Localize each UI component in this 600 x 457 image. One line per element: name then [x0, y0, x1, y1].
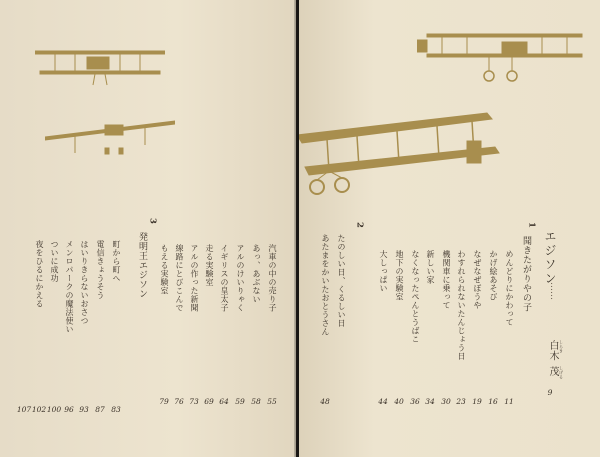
section-1-number: 1 — [526, 222, 537, 229]
toc-entry-title: 大しっぱい — [379, 250, 388, 293]
section-3-heading: 発明王エジソン — [137, 232, 147, 299]
author-ruby: しらき — [559, 340, 564, 354]
toc-entry-title: あたまをかいたおとうさん — [321, 234, 330, 336]
author-name-2-ruby: しげる — [559, 366, 564, 380]
left-page — [0, 0, 296, 457]
toc-entry-page: 58 — [251, 397, 261, 406]
toc-entry-title: メンロパークの魔法使い — [65, 240, 74, 334]
toc-entry-page: 44 — [378, 397, 388, 406]
toc-entry-page: 87 — [95, 405, 105, 414]
toc-entry-page: 48 — [320, 397, 330, 406]
section-1-heading: 聞きたがりやの子 — [521, 236, 531, 312]
toc-entry-page: 76 — [174, 397, 184, 406]
toc-entry-page: 59 — [235, 397, 245, 406]
author-page-number: 9 — [547, 388, 553, 397]
toc-entry-title: なくなったぺんとうばこ — [411, 250, 420, 344]
toc-entry-title: もえる実験室 — [160, 244, 169, 295]
toc-entry-page: 83 — [111, 405, 121, 414]
toc-entry-page: 73 — [189, 397, 199, 406]
author-name-2: 茂 — [547, 366, 558, 377]
toc-entry-title: 機関車に乗って — [442, 250, 451, 310]
toc-entry-page: 40 — [394, 397, 404, 406]
toc-entry-title: アルの作った新聞 — [190, 244, 199, 312]
section-3-number: 3 — [147, 218, 158, 225]
toc-entry-title: はいりきらないおさつ — [80, 240, 89, 325]
biplane-illustration-1 — [35, 45, 165, 90]
toc-entry-page: 11 — [504, 397, 514, 406]
toc-entry-title: 電信きょうそう — [96, 240, 105, 300]
biplane-illustration-3 — [417, 28, 587, 88]
toc-entry-title: 夜をひるにかえる — [35, 240, 44, 308]
toc-entry-page: 79 — [159, 397, 169, 406]
toc-entry-title: 地下の実験室 — [395, 250, 404, 301]
chapter-title: エジソン — [543, 230, 557, 286]
toc-entry-page: 23 — [456, 397, 466, 406]
toc-entry-title: 町から町へ — [112, 240, 121, 283]
toc-entry-title: アルのけいりゃく — [236, 244, 245, 312]
toc-entry-title: あっ、あぶない — [252, 244, 261, 304]
toc-entry-page: 100 — [46, 405, 62, 414]
toc-entry-page: 16 — [488, 397, 498, 406]
toc-entry-page: 30 — [441, 397, 451, 406]
toc-entry-title: イギリスの皇太子 — [220, 244, 229, 312]
toc-entry-title: ついに成功 — [50, 240, 59, 283]
toc-entry-page: 19 — [472, 397, 482, 406]
toc-entry-title: 走る実験室 — [205, 244, 214, 287]
toc-entry-title: 汽車の中の売り子 — [268, 244, 277, 312]
biplane-illustration-4 — [299, 105, 512, 205]
toc-entry-page: 55 — [267, 397, 277, 406]
right-page — [299, 0, 600, 457]
toc-entry-page: 34 — [425, 397, 435, 406]
biplane-illustration-2 — [45, 115, 175, 160]
toc-entry-page: 107 — [16, 405, 32, 414]
toc-entry-title: めんどりにかわって — [505, 250, 514, 327]
toc-entry-page: 96 — [64, 405, 74, 414]
toc-entry-title: たのしい日、くるしい日 — [337, 234, 346, 328]
chapter-title-dots: …… — [548, 282, 558, 300]
toc-entry-title: わすれられないたんじょう日 — [457, 250, 466, 361]
toc-entry-title: なぜなぜぼうや — [473, 250, 482, 310]
toc-entry-title: かげ絵あそび — [489, 250, 498, 301]
toc-entry-page: 36 — [410, 397, 420, 406]
toc-entry-title: 新しい家 — [426, 250, 435, 284]
toc-entry-page: 102 — [31, 405, 47, 414]
author-name: 白木 — [547, 340, 558, 361]
toc-entry-title: 線路にとびこんで — [175, 244, 184, 312]
section-2-number: 2 — [354, 222, 365, 229]
toc-entry-page: 64 — [219, 397, 229, 406]
toc-entry-page: 93 — [79, 405, 89, 414]
toc-entry-page: 69 — [204, 397, 214, 406]
